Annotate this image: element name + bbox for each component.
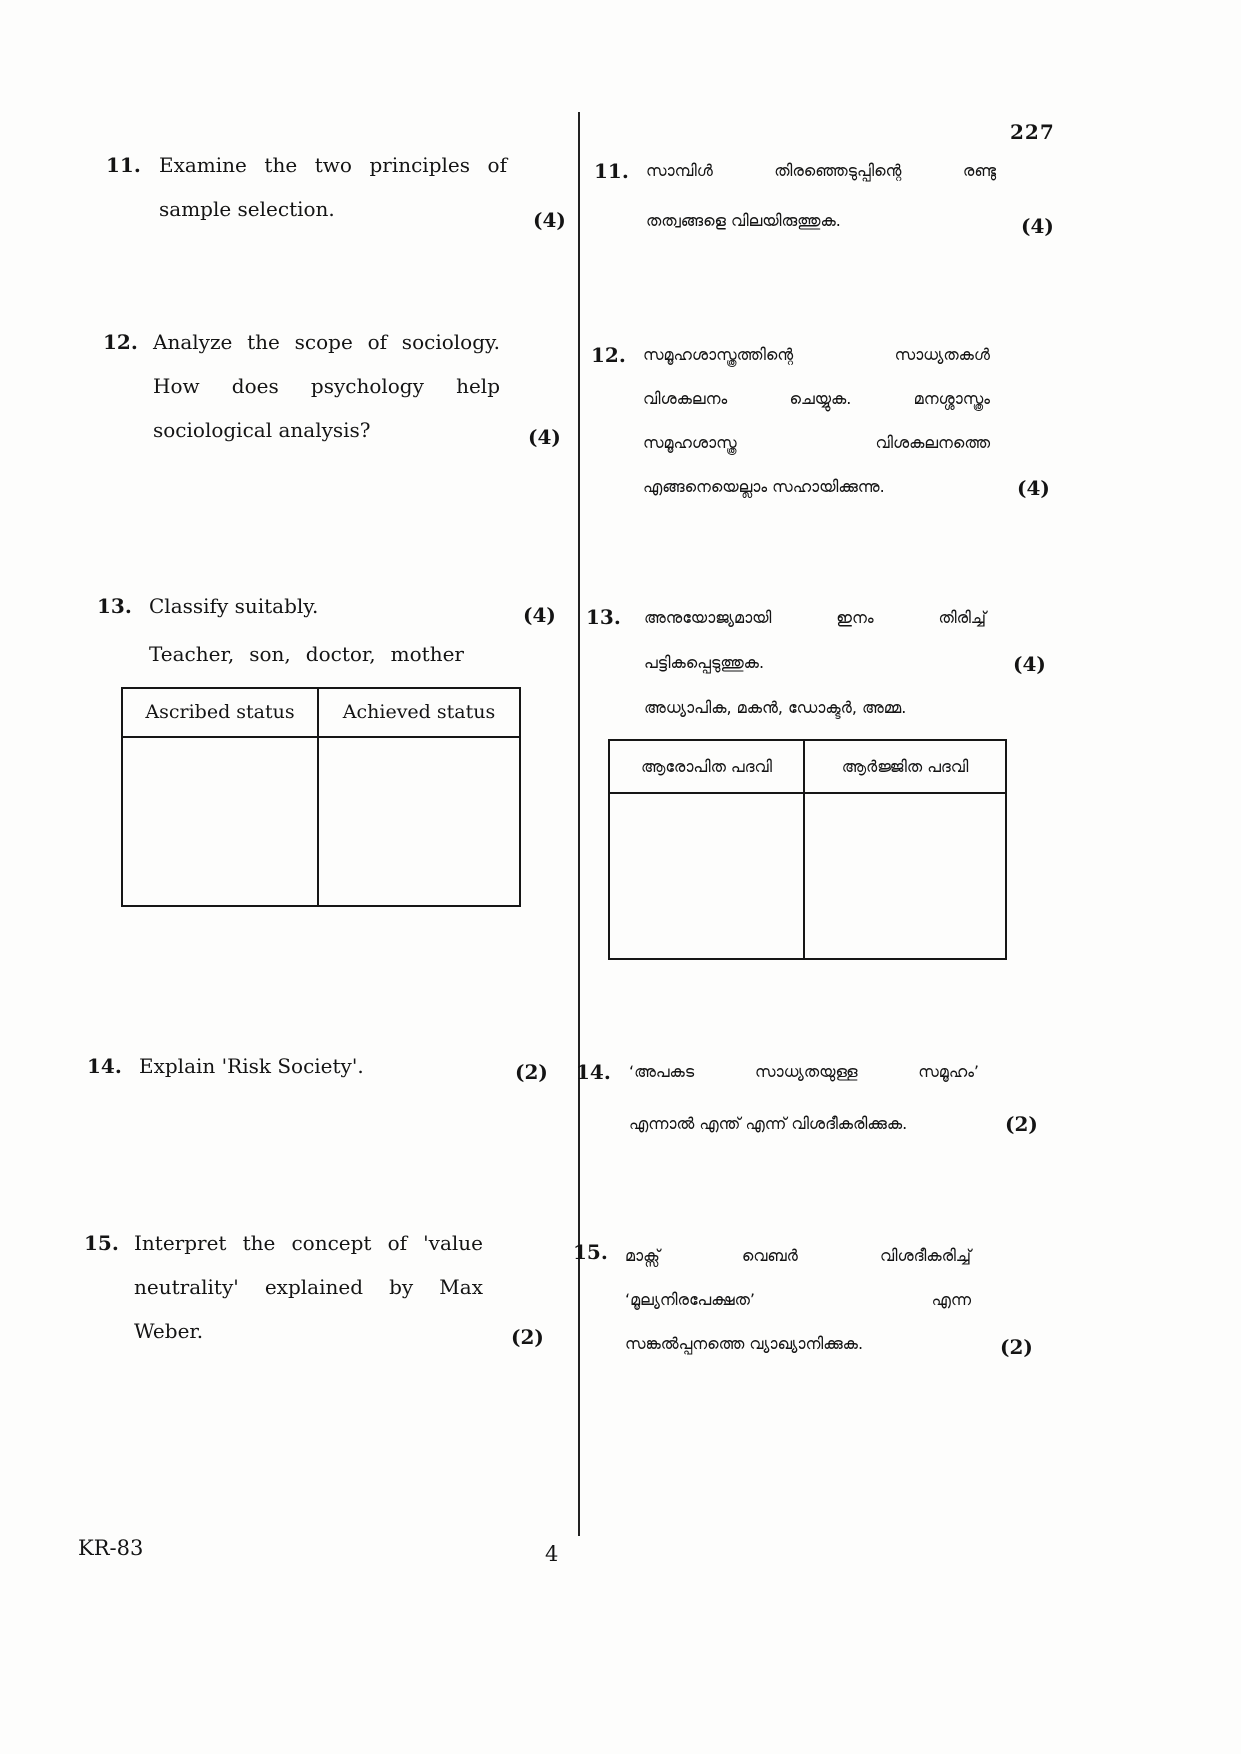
status-classification-table (121, 687, 521, 907)
question-text (646, 146, 996, 246)
page-number: 4 (545, 1542, 559, 1566)
table-cell-ascribed (610, 794, 803, 958)
question-text (625, 1234, 971, 1366)
table-cell-ascribed (123, 738, 317, 905)
status-classification-table (608, 739, 1007, 960)
question-number: 11. (594, 159, 629, 183)
question-number: 12. (103, 330, 138, 354)
question-line: വിശകലനം ചെയ്യുക. മനശ്ശാസ്ത്രം (643, 389, 990, 408)
question-line: neutrality' explained by Max (134, 1275, 483, 1299)
question-line: അധ്യാപിക, മകൻ, ഡോക്ടർ, അമ്മ. (644, 698, 907, 717)
question-number: 15. (84, 1231, 119, 1255)
question-marks: (4) (523, 603, 556, 627)
question-line: sample selection. (159, 197, 335, 221)
question-line: സങ്കൽപ്പനത്തെ വ്യാഖ്യാനിക്കുക. (625, 1334, 864, 1353)
question-number: 13. (97, 594, 132, 618)
table-cell-achieved (319, 738, 519, 905)
question-line: പട്ടികപ്പെടുത്തുക. (644, 653, 765, 672)
question-marks: (2) (1000, 1335, 1033, 1359)
question-line: എങ്ങനെയെല്ലാം സഹായിക്കുന്നു. (643, 477, 885, 496)
question-marks: (4) (528, 425, 561, 449)
question-text (643, 333, 990, 509)
question-text (644, 595, 986, 730)
question-text (134, 1221, 483, 1353)
table-header-achieved: Achieved status (342, 701, 496, 723)
question-number: 14. (576, 1060, 611, 1084)
question-number: 15. (573, 1240, 608, 1264)
question-text (159, 143, 507, 231)
question-line: Weber. (134, 1319, 204, 1343)
question-number: 12. (591, 343, 626, 367)
table-header-ascribed: Ascribed status (145, 701, 295, 723)
question-line: തത്വങ്ങളെ വിലയിരുത്തുക. (646, 211, 841, 230)
question-marks: (2) (511, 1325, 544, 1349)
question-line: എന്നാൽ എന്ത് എന്ന് വിശദീകരിക്കുക. (629, 1114, 908, 1133)
question-line: sociological analysis? (153, 418, 371, 442)
question-line: സമൂഹശാസ്ത്രത്തിന്റെ സാധ്യതകൾ (643, 345, 990, 364)
question-marks: (2) (515, 1060, 548, 1084)
question-line: മാക്സ് വെബർ വിശദീകരിച്ച് (625, 1246, 971, 1265)
question-line: Teacher, son, doctor, mother (149, 642, 464, 666)
paper-code: KR-83 (78, 1536, 144, 1560)
question-text (149, 582, 464, 678)
question-line: ‘അപകട സാധ്യതയുള്ള സമൂഹം’ (629, 1062, 979, 1081)
question-line: സമൂഹശാസ്ത്ര വിശകലനത്തെ (643, 433, 990, 452)
question-marks: (2) (1005, 1112, 1038, 1136)
page-top-number: 227 (1010, 120, 1055, 144)
question-line: Explain 'Risk Society'. (139, 1054, 364, 1078)
question-marks: (4) (1017, 476, 1050, 500)
column-divider (578, 112, 580, 1536)
question-line: ‘മൂല്യനിരപേക്ഷത’ എന്ന (625, 1290, 971, 1309)
table-header-ascribed: ആരോപിത പദവി (640, 757, 773, 776)
question-number: 13. (586, 605, 621, 629)
question-text (629, 1046, 979, 1150)
question-text (153, 320, 500, 452)
table-header-achieved: ആർജ്ജിത പദവി (841, 757, 969, 776)
question-line: Interpret the concept of 'value (134, 1231, 483, 1255)
question-line: Classify suitably. (149, 594, 319, 618)
question-marks: (4) (1013, 652, 1046, 676)
question-marks: (4) (533, 208, 566, 232)
question-marks: (4) (1021, 214, 1054, 238)
question-line: സാമ്പിൾ തിരഞ്ഞെടുപ്പിന്റെ രണ്ടു (646, 161, 996, 180)
question-line: Analyze the scope of sociology. (153, 330, 500, 354)
question-number: 11. (106, 153, 141, 177)
question-line: Examine the two principles of (159, 153, 507, 177)
table-cell-achieved (805, 794, 1005, 958)
question-text (139, 1044, 364, 1088)
question-line: അനുയോജ്യമായി ഇനം തിരിച്ച് (644, 608, 986, 627)
question-line: How does psychology help (153, 374, 500, 398)
question-number: 14. (87, 1054, 122, 1078)
